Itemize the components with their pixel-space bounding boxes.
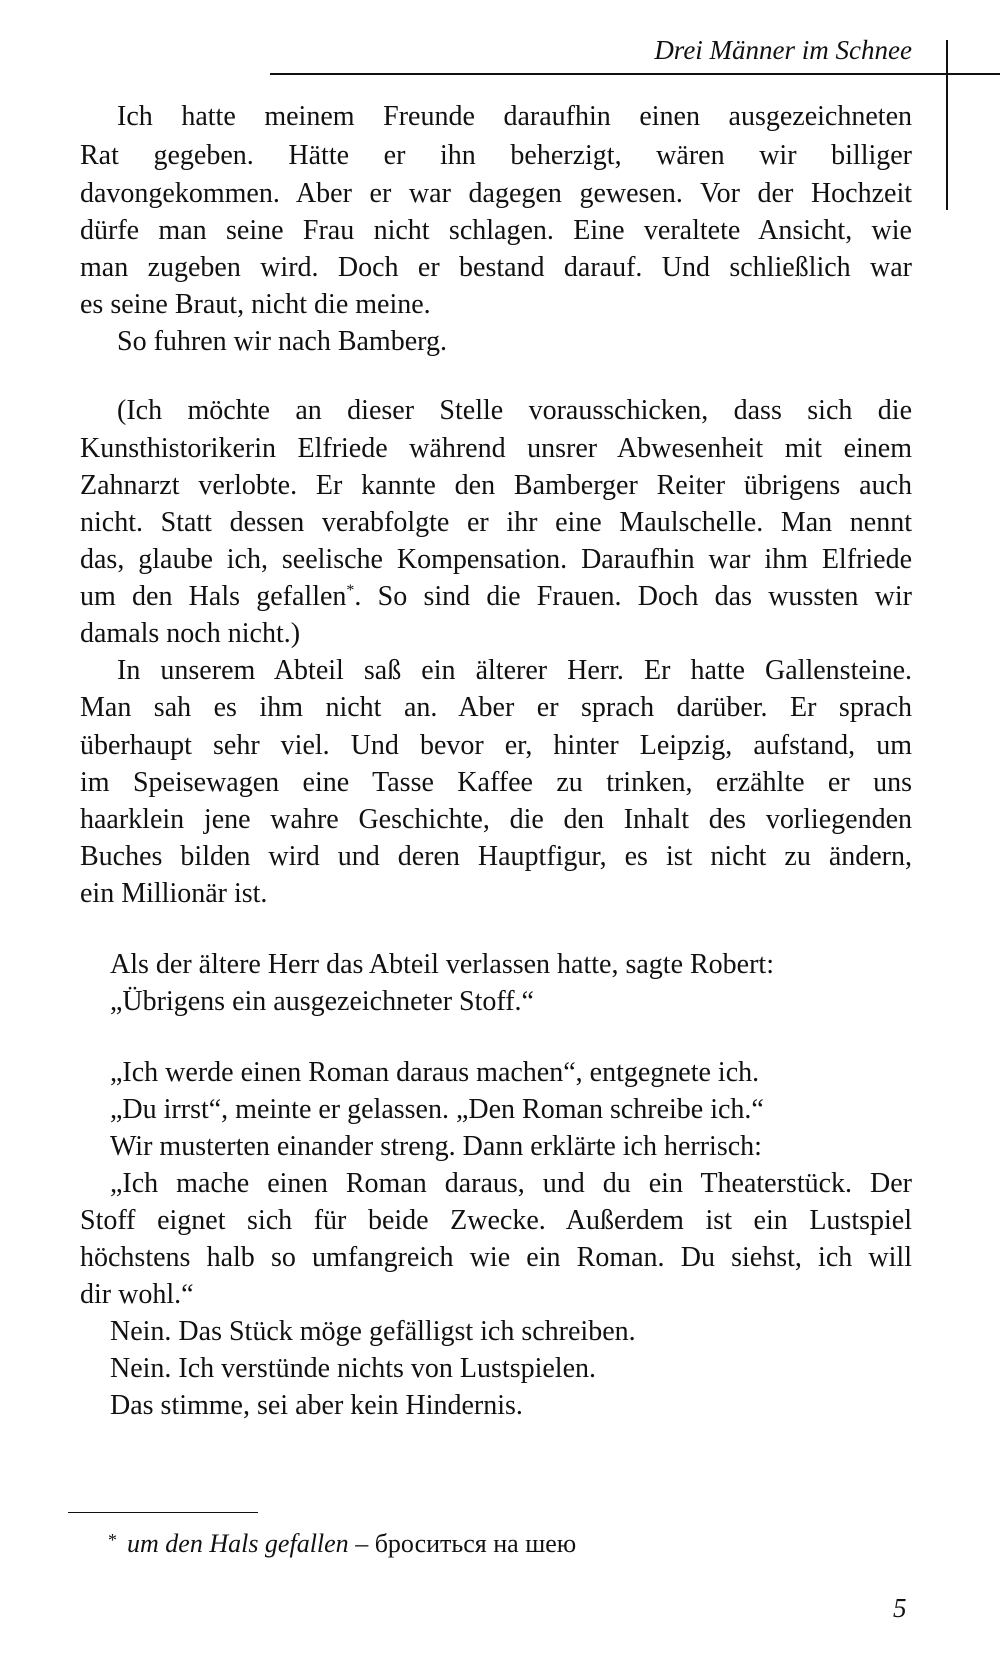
header-rule [270,73,1000,75]
text-line: man zugeben wird. Doch er bestand darauf. Und schließlich war [80,252,912,283]
text-line: Buches bilden wird und deren Hauptfigur, es ist nicht zu ändern, [80,841,912,872]
text-line: dir wohl.“ [80,1279,194,1310]
text-line: „Du irrst“, meinte er gelassen. „Den Roman schreibe ich.“ [110,1094,764,1125]
text-line: nicht. Statt dessen verabfolgte er ihr eine Maulschelle. Man nennt [80,507,912,538]
text-line: überhaupt sehr viel. Und bevor er, hinter Leipzig, aufstand, um [80,730,912,761]
text-line: Nein. Ich verstünde nichts von Lustspielen. [110,1353,597,1384]
margin-rule [946,40,948,210]
text-line: es seine Braut, nicht die meine. [80,289,431,320]
text-line: Nein. Das Stück möge gefälligst ich schreiben. [110,1316,636,1347]
footnote-reference-mark: * [346,582,355,599]
text-line: Rat gegeben. Hätte er ihn beherzigt, wären wir billiger [80,140,912,171]
text-line: Kunsthistorikerin Elfriede während unsrer Abwesenheit mit einem [80,433,912,464]
text-line: In unserem Abteil saß ein älterer Herr. Er hatte Gallensteine. [117,655,912,686]
page-number: 5 [893,1593,907,1623]
footnote-term: um den Hals gefallen [127,1529,349,1558]
text-line: davongekommen. Aber er war dagegen gewesen. Vor der Hochzeit [80,178,912,209]
text-line: Wir musterten einander streng. Dann erklärte ich herrisch: [110,1131,762,1162]
text-line: Stoff eignet sich für beide Zwecke. Außerdem ist ein Lustspiel [80,1205,912,1236]
text-line: „Ich mache einen Roman daraus, und du ein Theaterstück. Der [110,1168,912,1199]
text-line: Das stimme, sei aber kein Hindernis. [110,1390,523,1421]
footnote [108,1527,576,1563]
text-line: (Ich möchte an dieser Stelle vorausschicken, dass sich die [117,395,912,426]
footnote-mark: * [108,1530,117,1550]
text-line: Als der ältere Herr das Abteil verlassen hatte, sagte Robert: [110,949,774,980]
text-line: So fuhren wir nach Bamberg. [117,326,447,357]
text-line: damals noch nicht.) [80,618,301,649]
text-line: im Speisewagen eine Tasse Kaffee zu trinken, erzählte er uns [80,767,912,798]
text-line: haarklein jene wahre Geschichte, die den Inhalt des vorliegenden [80,804,912,835]
footnote-rule [68,1512,258,1513]
text-line: dürfe man seine Frau nicht schlagen. Eine veraltete Ansicht, wie [80,215,912,246]
text-line: Man sah es ihm nicht an. Aber er sprach darüber. Er sprach [80,692,912,723]
footnote-translation: – броситься на шею [348,1529,577,1558]
text-line: das, glaube ich, seelische Kompensation. Daraufhin war ihm Elfriede [80,544,912,575]
footnote-reference-phrase: um den Hals gefallen [80,581,347,612]
text-line: Ich hatte meinem Freunde daraufhin einen ausgezeichneten [117,101,912,132]
running-header-title: Drei Männer im Schnee [654,35,912,65]
text-line: „Ich werde einen Roman daraus machen“, entgegnete ich. [110,1057,760,1088]
text-line [80,578,912,618]
text-line: ein Millionär ist. [80,878,268,909]
text-line: höchstens halb so umfangreich wie ein Roman. Du siehst, ich will [80,1242,912,1273]
text-fragment: . So sind die Frauen. Doch das wussten wir [354,581,912,612]
text-line: „Übrigens ein ausgezeichneter Stoff.“ [110,986,534,1017]
text-line: Zahnarzt verlobte. Er kannte den Bamberger Reiter übrigens auch [80,470,912,501]
